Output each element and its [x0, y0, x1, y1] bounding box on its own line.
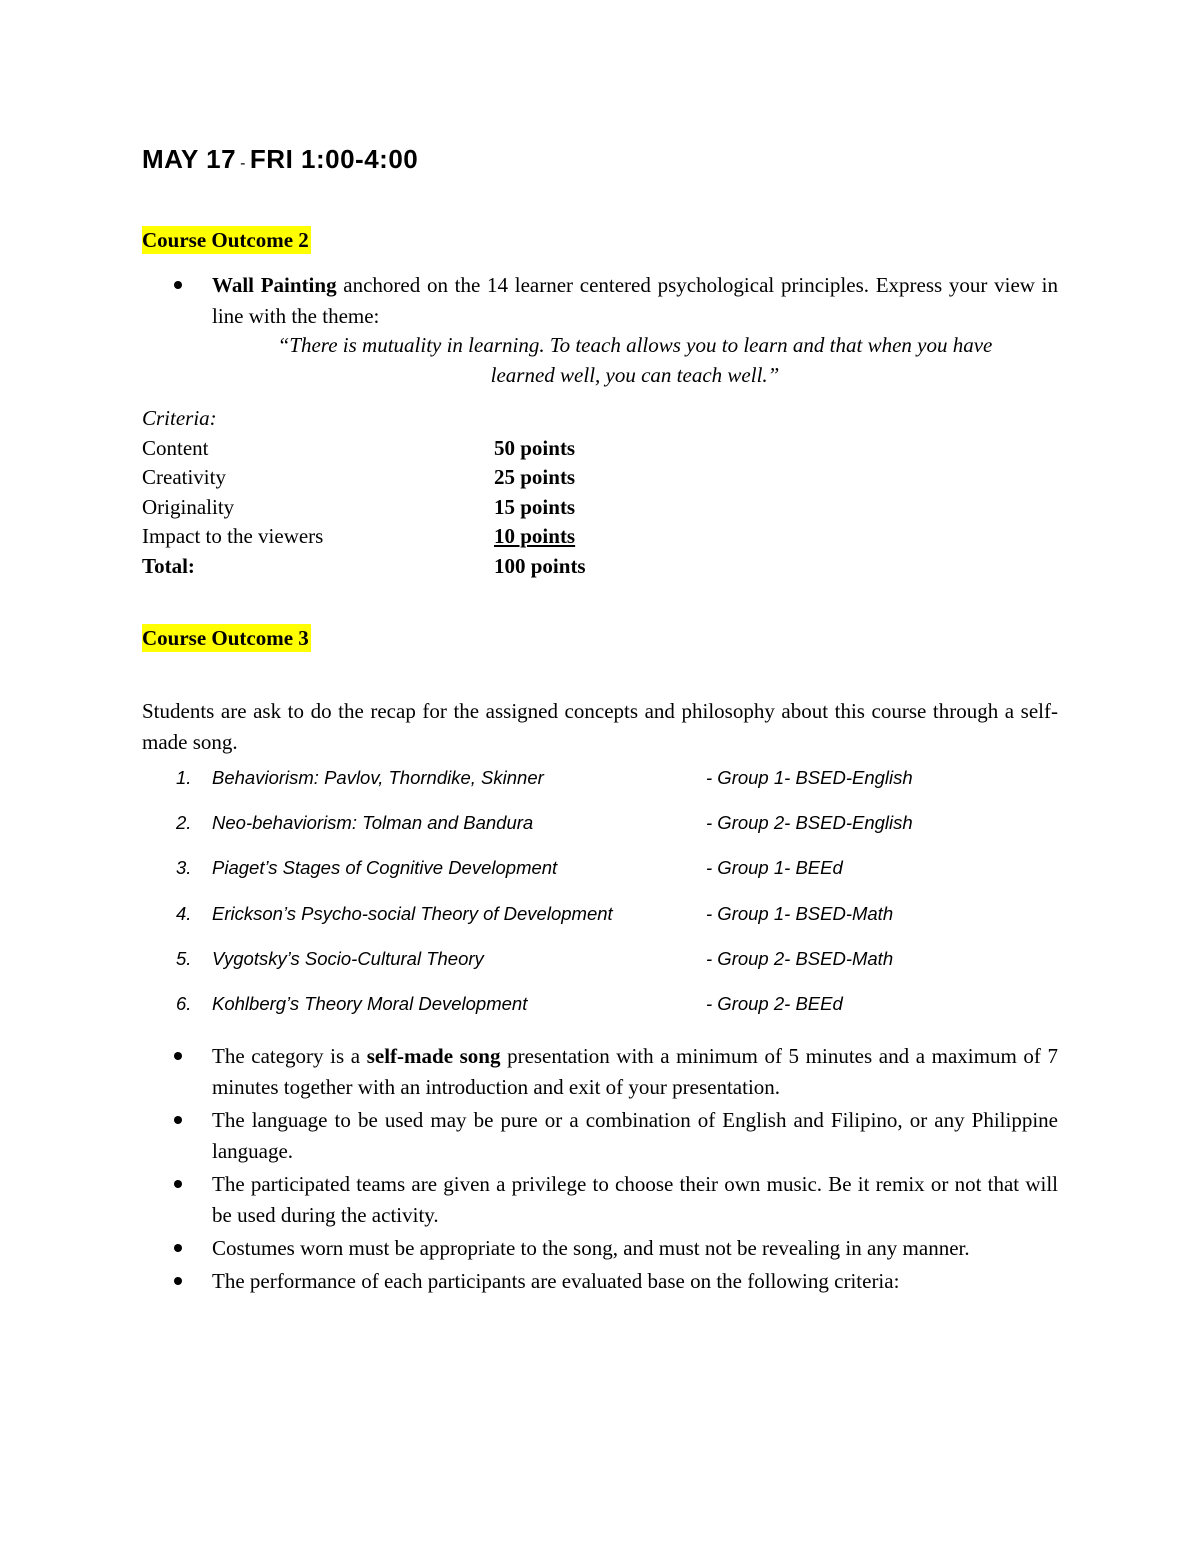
criteria-row: [142, 434, 742, 464]
list-item-number: 1.: [176, 767, 192, 788]
list-item-topic: Behaviorism: Pavlov, Thorndike, Skinner: [212, 767, 544, 788]
list-item-number: 4.: [176, 902, 192, 924]
list-item: [142, 857, 1058, 902]
quote-line-2: learned well, you can teach well.”: [490, 363, 780, 387]
criteria-row: [142, 522, 742, 552]
course-outcome-2-title: Course Outcome 2: [142, 228, 309, 252]
criteria-item-label: Originality: [142, 494, 235, 519]
wall-painting-description: anchored on the 14 learner centered psychological principles. Express your view in line with the theme:: [212, 273, 1058, 328]
list-item: [142, 1041, 1058, 1103]
list-item: [142, 948, 1058, 993]
criteria-item-label: Content: [142, 435, 209, 460]
wall-painting-bullet: [142, 270, 1058, 332]
list-item-group: - Group 1- BSED-English: [706, 767, 913, 788]
bullet-dot-icon: [174, 1052, 182, 1060]
guideline-text: presentation with a minimum of 5 minutes and a maximum of 7 minutes together with an introduction and exit of your presentation.: [212, 1044, 1058, 1099]
heading-dash: -: [240, 155, 246, 172]
theme-quote: [212, 330, 1058, 390]
guideline-text: The category is a: [212, 1044, 367, 1068]
guideline-text: The participated teams are given a privilege to choose their own music. Be it remix or not that will be used during the activity.: [212, 1172, 1058, 1227]
list-item-group: - Group 1- BSED-Math: [706, 902, 894, 924]
list-item: [142, 767, 1058, 812]
list-item-number: 2.: [176, 812, 192, 834]
wall-painting-label: Wall Painting: [212, 273, 337, 297]
list-item: [142, 1266, 1058, 1297]
list-item: [142, 812, 1058, 857]
outcome-3-intro: Students are ask to do the recap for the assigned concepts and philosophy about this course through a self-made song.: [142, 699, 1058, 754]
criteria-total-label: Total:: [142, 553, 195, 578]
criteria-label: Criteria:: [142, 406, 217, 430]
list-item-number: 6.: [176, 992, 192, 1014]
list-item-topic: Neo-behaviorism: Tolman and Bandura: [212, 812, 534, 834]
criteria-table: [142, 404, 742, 581]
guideline-text: The performance of each participants are evaluated base on the following criteria:: [212, 1269, 900, 1293]
guideline-text: Costumes worn must be appropriate to the song, and must not be revealing in any manner.: [212, 1236, 970, 1260]
list-item-topic: Erickson’s Psycho-social Theory of Development: [212, 902, 613, 924]
guideline-text: The language to be used may be pure or a combination of English and Filipino, or any Philippine language.: [212, 1108, 1058, 1163]
criteria-heading-row: [142, 404, 742, 434]
song-guidelines-list: [142, 1041, 1058, 1297]
criteria-total-row: [142, 552, 742, 582]
bullet-dot-icon: [174, 281, 182, 289]
list-item: [142, 1105, 1058, 1167]
course-outcome-3-title: Course Outcome 3: [142, 626, 309, 650]
list-item-topic: Kohlberg’s Theory Moral Development: [212, 992, 528, 1014]
criteria-item-label: Impact to the viewers: [142, 524, 324, 548]
list-item-group: - Group 2- BSED-English: [706, 812, 913, 834]
list-item: [142, 903, 1058, 948]
quote-line-1: “There is mutuality in learning. To teach allows you to learn and that when you have: [277, 333, 993, 357]
list-item: [142, 1169, 1058, 1231]
criteria-item-points: 15 points: [494, 494, 576, 519]
list-item-number: 3.: [176, 857, 192, 879]
list-item: [142, 993, 1058, 1038]
bullet-dot-icon: [174, 1116, 182, 1124]
criteria-row: [142, 463, 742, 493]
heading-day-time: FRI 1:00-4:00: [249, 144, 419, 174]
list-item: [142, 270, 1058, 332]
list-item-group: - Group 2- BSED-Math: [706, 947, 894, 969]
criteria-item-points: 10 points: [494, 524, 576, 548]
list-item-group: - Group 1- BEEd: [706, 857, 843, 879]
heading-date: MAY 17: [142, 144, 237, 174]
criteria-item-points: 25 points: [494, 465, 576, 489]
criteria-total-points: 100 points: [494, 553, 586, 578]
list-item-group: - Group 2- BEEd: [706, 992, 843, 1014]
bullet-dot-icon: [174, 1277, 182, 1285]
list-item-topic: Piaget’s Stages of Cognitive Development: [212, 857, 558, 879]
list-item-number: 5.: [176, 947, 192, 969]
list-item: [142, 1233, 1058, 1264]
page-heading: [142, 144, 418, 175]
assignment-list: [142, 767, 1058, 1038]
bullet-dot-icon: [174, 1180, 182, 1188]
bullet-dot-icon: [174, 1244, 182, 1252]
guideline-bold-text: self-made song: [366, 1044, 501, 1068]
criteria-row: [142, 493, 742, 523]
criteria-item-label: Creativity: [142, 465, 226, 489]
criteria-item-points: 50 points: [494, 435, 576, 460]
list-item-topic: Vygotsky’s Socio-Cultural Theory: [212, 947, 484, 969]
